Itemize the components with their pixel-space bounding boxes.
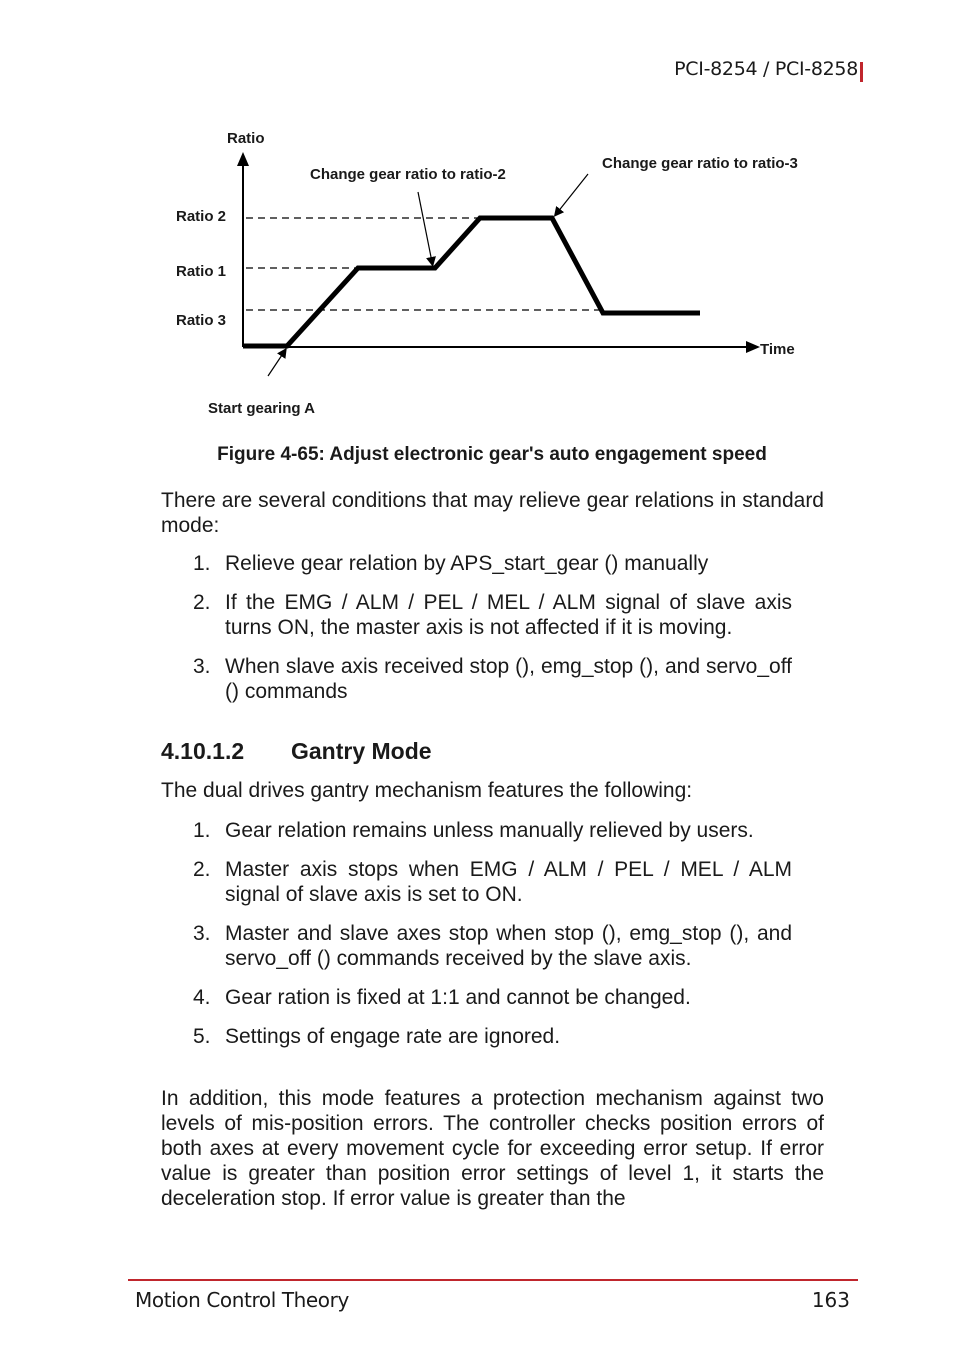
list-text: Master axis stops when EMG / ALM / PEL / MEL / ALM signal of slave axis is set to ON. [225, 858, 792, 906]
closing-paragraph: In addition, this mode features a protection mechanism against two levels of mis-position errors. The controller checks position errors of both axes at every movement cycle for exceeding error setup. If error value is greater than position error settings of level 1, it starts the deceleration stop. If error value is greater than the [161, 1087, 824, 1210]
list-number: 2. [193, 858, 211, 881]
time-axis-label: Time [760, 341, 795, 358]
start-gearing-label: Start gearing A [208, 400, 315, 417]
change2-arrow [418, 192, 432, 262]
section-title: Gantry Mode [291, 738, 432, 764]
list-text: Gear relation remains unless manually relieved by users. [225, 819, 754, 842]
list-item [193, 654, 792, 704]
figure-caption: Figure 4-65: Adjust electronic gear's auto engagement speed [217, 444, 767, 465]
list-item [193, 985, 792, 1010]
start-arrow [268, 352, 284, 376]
list-item [193, 551, 792, 576]
change3-arrow [557, 174, 588, 213]
ratio1-label: Ratio 1 [176, 263, 227, 280]
list-number: 3. [193, 655, 211, 678]
ratio-axis-arrow [237, 152, 249, 166]
time-axis-arrow [746, 341, 760, 353]
list-item [193, 818, 792, 843]
list-text: If the EMG / ALM / PEL / MEL / ALM signal of slave axis turns ON, the master axis is not affected if it is moving. [225, 591, 792, 639]
gantry-features-list [193, 818, 792, 1063]
list-text: Settings of engage rate are ignored. [225, 1025, 561, 1048]
section-heading [161, 738, 432, 765]
list-text: Master and slave axes stop when stop (), emg_stop (), and servo_off () commands received by the slave axis. [225, 922, 792, 970]
gantry-intro-paragraph: The dual drives gantry mechanism features the following: [161, 779, 693, 802]
gear-ratio-profile [243, 218, 700, 346]
list-text: Gear ration is fixed at 1:1 and cannot be changed. [225, 986, 691, 1009]
ratio-axis-label: Ratio [227, 130, 265, 147]
section-number: 4.10.1.2 [161, 738, 245, 764]
list-item [193, 1024, 792, 1049]
header-accent-bar [860, 62, 863, 82]
page-number: 163 [811, 1288, 850, 1312]
change-ratio2-label: Change gear ratio to ratio-2 [310, 166, 506, 183]
list-number: 4. [193, 986, 211, 1009]
list-number: 3. [193, 922, 211, 945]
list-text: Relieve gear relation by APS_start_gear () manually [225, 552, 709, 575]
list-text: When slave axis received stop (), emg_stop (), and servo_off () commands [225, 655, 792, 703]
list-number: 1. [193, 819, 211, 842]
gear-ratio-diagram [160, 120, 840, 430]
change-ratio3-label: Change gear ratio to ratio-3 [602, 155, 798, 172]
list-number: 1. [193, 552, 211, 575]
running-header: PCI-8254 / PCI-8258 [674, 58, 858, 80]
relieve-conditions-list [193, 551, 792, 718]
footer-chapter-title: Motion Control Theory [135, 1288, 349, 1312]
list-number: 2. [193, 591, 211, 614]
footer-rule [128, 1279, 858, 1281]
list-item [193, 590, 792, 640]
ratio2-label: Ratio 2 [176, 208, 227, 225]
list-item [193, 921, 792, 971]
ratio3-label: Ratio 3 [176, 312, 227, 329]
intro-paragraph: There are several conditions that may relieve gear relations in standard mode: [161, 489, 824, 537]
list-item [193, 857, 792, 907]
list-number: 5. [193, 1025, 211, 1048]
